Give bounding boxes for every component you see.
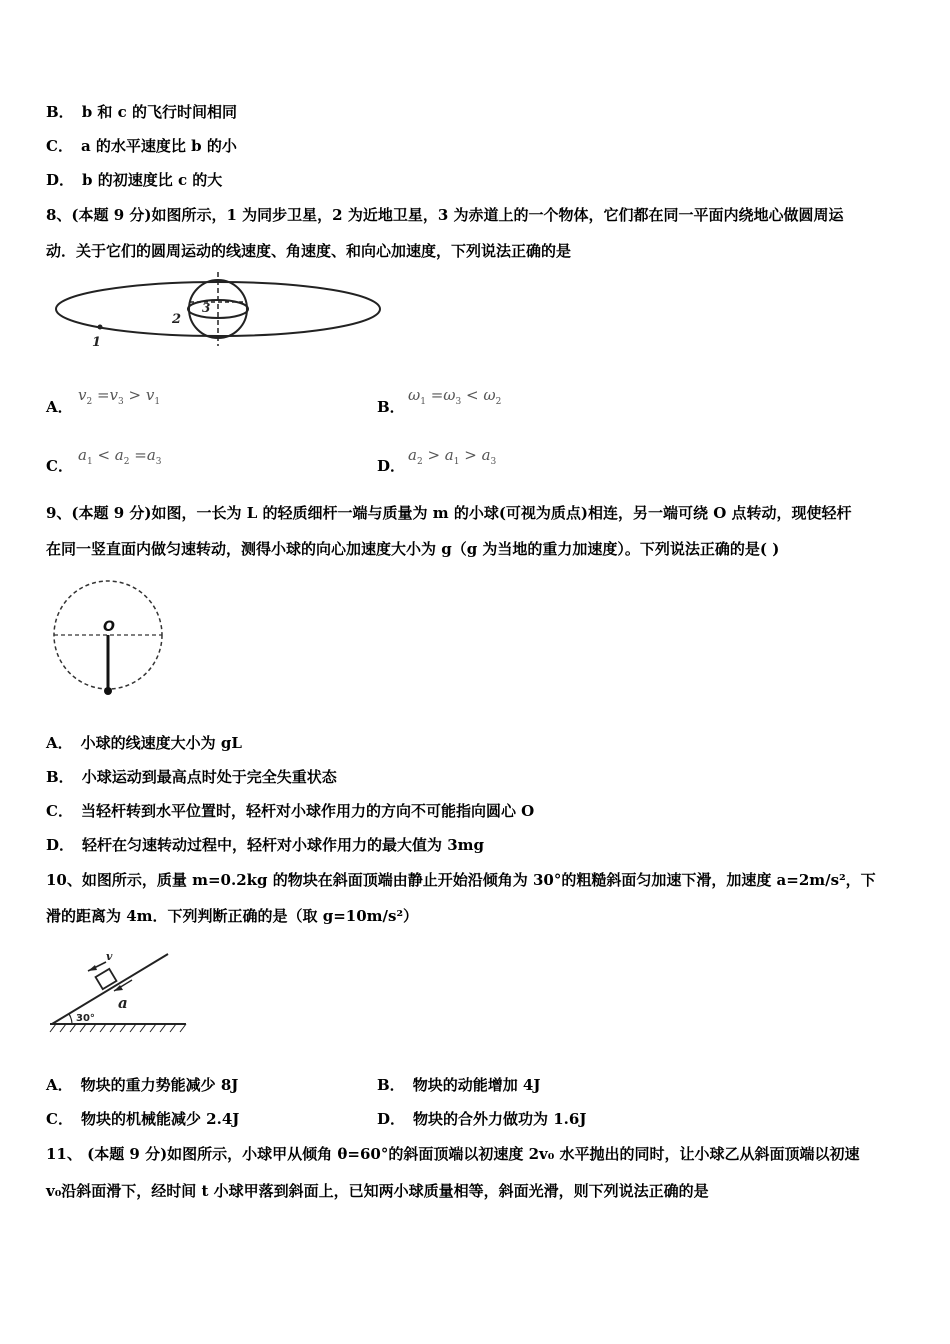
label-2: 2 — [172, 312, 182, 327]
q9-option-c — [46, 801, 534, 821]
q10-option-c — [46, 1109, 239, 1129]
option-letter: C． — [46, 137, 73, 155]
q10-option-a — [46, 1075, 238, 1095]
q10-option-d — [377, 1109, 586, 1129]
label-1: 1 — [92, 335, 102, 350]
option-text: 轻杆在匀速转动过程中，轻杆对小球作用力的最大值为 3mg — [82, 836, 485, 854]
option-letter: C． — [46, 1110, 73, 1128]
option-text: 物块的重力势能减少 8J — [80, 1076, 239, 1094]
q8-option-b-formula: $\omega_1 =\omega_3 < \omega_2$ — [408, 386, 502, 407]
satellite-1-dot — [98, 325, 103, 330]
option-text: 物块的合外力做功为 1.6J — [413, 1110, 587, 1128]
q7-option-b — [46, 102, 237, 122]
option-letter: B． — [377, 1076, 405, 1094]
label-3: 3 — [202, 301, 211, 315]
label-angle: 30° — [76, 1013, 95, 1024]
q11-stem-line2: v₀沿斜面滑下，经时间 t 小球甲落到斜面上，已知两小球质量相等，斜面光滑，则下列说法正确的是 — [46, 1182, 709, 1200]
option-letter: C． — [46, 802, 73, 820]
option-letter: B． — [46, 103, 74, 121]
option-text: 小球的线速度大小为 gL — [80, 734, 242, 752]
q11-stem-line1: 11、 (本题 9 分)如图所示，小球甲从倾角 θ=60°的斜面顶端以初速度 2v₀ 水平抛出的同时，让小球乙从斜面顶端以初速 — [46, 1145, 860, 1163]
option-letter: D． — [46, 171, 75, 189]
ball — [104, 687, 112, 695]
q8-option-a-letter: A． — [46, 398, 73, 416]
option-letter: A． — [46, 1076, 73, 1094]
velocity-arrowhead — [88, 965, 97, 971]
option-text: b 的初速度比 c 的大 — [82, 171, 223, 189]
q8-option-c-formula: $a_1 < a_2 =a_3$ — [78, 446, 162, 467]
q9-option-d — [46, 835, 484, 855]
q10-stem-line2: 滑的距离为 4m．下列判断正确的是（取 g=10m/s²） — [46, 907, 419, 925]
option-text: a 的水平速度比 b 的小 — [80, 137, 237, 155]
option-text: 当轻杆转到水平位置时，轻杆对小球作用力的方向不可能指向圆心 O — [80, 802, 535, 820]
option-text: 物块的动能增加 4J — [412, 1076, 541, 1094]
incline-surface — [52, 954, 168, 1024]
angle-arc — [69, 1014, 72, 1024]
q9-rod-figure — [50, 575, 170, 700]
q8-option-c-letter: C． — [46, 457, 73, 475]
q8-stem-line2: 动．关于它们的圆周运动的线速度、角速度、和向心加速度，下列说法正确的是 — [46, 242, 572, 260]
option-letter: D． — [46, 836, 75, 854]
q8-option-d-formula: $a_2 > a_1 > a_3$ — [408, 446, 497, 467]
q10-stem-line1: 10、如图所示，质量 m=0.2kg 的物块在斜面顶端由静止开始沿倾角为 30°的粗糙斜面匀加速下滑，加速度 a=2m/s²，下 — [46, 871, 876, 889]
q10-option-b — [377, 1075, 540, 1095]
option-text: 小球运动到最高点时处于完全失重状态 — [81, 768, 337, 786]
q9-stem-line1: 9、(本题 9 分)如图，一长为 L 的轻质细杆一端与质量为 m 的小球(可视为质点)相连，另一端可绕 O 点转动，现使轻杆 — [46, 504, 852, 522]
q7-option-d — [46, 170, 222, 190]
q8-option-b-letter: B． — [377, 398, 405, 416]
ground-hatch — [50, 1024, 186, 1032]
q9-stem-line2: 在同一竖直面内做匀速转动，测得小球的向心加速度大小为 g（g 为当地的重力加速度）。下列说法正确的是( ) — [46, 540, 780, 558]
option-letter: B． — [46, 768, 74, 786]
option-letter: A． — [46, 734, 73, 752]
q8-option-a-formula: $v_2 =v_3 > v_1$ — [78, 386, 161, 407]
option-letter: D． — [377, 1110, 406, 1128]
q8-orbit-figure — [50, 272, 390, 352]
label-a: a — [118, 994, 128, 1012]
option-text: 物块的机械能减少 2.4J — [80, 1110, 240, 1128]
q9-option-b — [46, 767, 337, 787]
q8-stem-line1: 8、(本题 9 分)如图所示，1 为同步卫星，2 为近地卫星，3 为赤道上的一个物体，它们都在同一平面内绕地心做圆周运 — [46, 206, 844, 224]
label-v: v — [106, 950, 113, 963]
q9-option-a — [46, 733, 242, 753]
option-text: b 和 c 的飞行时间相同 — [81, 103, 237, 121]
q10-incline-figure — [46, 944, 196, 1039]
q8-option-d-letter: D． — [377, 457, 406, 475]
q7-option-c — [46, 136, 237, 156]
label-o: O — [103, 619, 115, 635]
